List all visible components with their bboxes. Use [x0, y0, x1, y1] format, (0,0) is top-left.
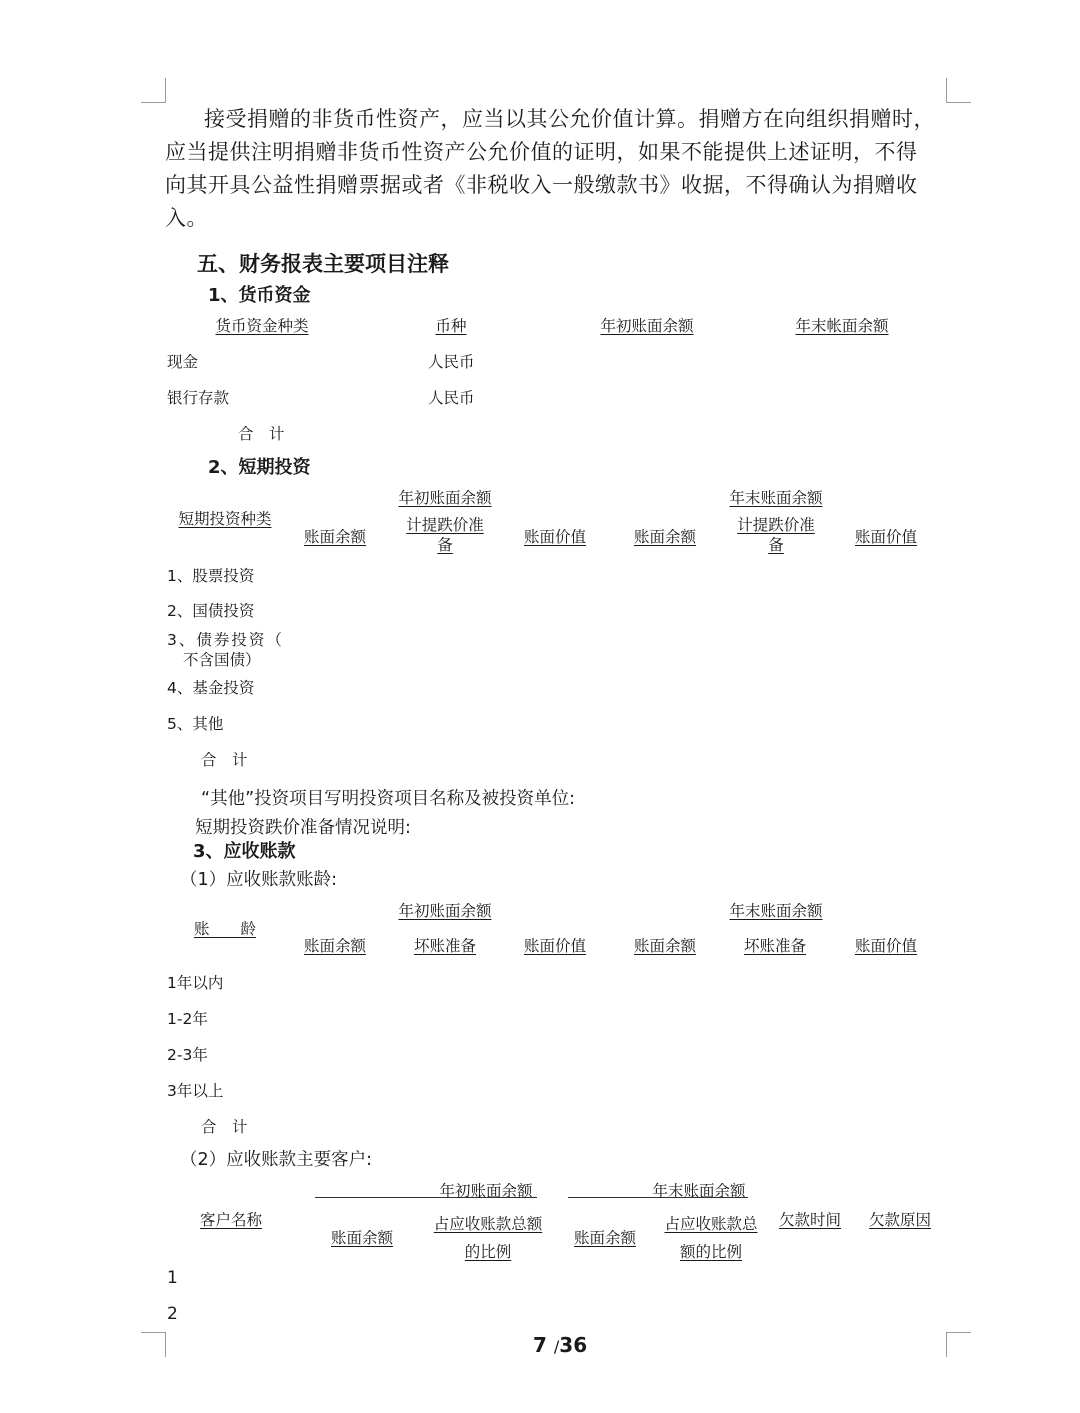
- intro-line-4: 入。: [165, 206, 208, 230]
- page-number: [533, 1333, 587, 1357]
- s2-total: 合 计: [201, 751, 248, 769]
- page-current: 7: [533, 1333, 547, 1357]
- t2-col-due-time: 欠款时间: [778, 1211, 842, 1229]
- s2-title: 2、短期投资: [208, 457, 311, 478]
- s3-group-end: 年末账面余额: [729, 902, 823, 920]
- s3-sub-begin-balance: 账面余额: [303, 937, 367, 955]
- s2-row-stock: 1、股票投资: [167, 567, 255, 585]
- t2-row-2: 2: [167, 1304, 178, 1324]
- corner-mark-bottom-right: [946, 1332, 971, 1357]
- s3-sub-end-baddebt: 坏账准备: [743, 937, 807, 955]
- s2-row-bond: 3、债券投资（: [167, 631, 284, 649]
- s2-note-provision: 短期投资跌价准备情况说明:: [195, 818, 411, 838]
- s2-sub-begin-provision: 计提跌价准备: [406, 516, 484, 554]
- t2-col-name: 客户名称: [199, 1211, 263, 1229]
- page-total: 36: [559, 1333, 588, 1357]
- t2-end-balance: 账面余额: [573, 1229, 637, 1247]
- s3-sub-begin-baddebt: 坏账准备: [413, 937, 477, 955]
- t2-begin-ratio-l2: 的比例: [464, 1243, 512, 1261]
- s2-group-begin: 年初账面余额: [398, 489, 492, 507]
- s1-col-end: 年末帐面余额: [795, 317, 889, 335]
- t2-col-due-reason: 欠款原因: [868, 1211, 932, 1229]
- corner-mark-bottom-left: [141, 1332, 166, 1357]
- section-title: 五、财务报表主要项目注释: [197, 252, 449, 276]
- intro-line-1: 接受捐赠的非货币性资产，应当以其公允价值计算。捐赠方在向组织捐赠时，: [204, 107, 935, 131]
- s1-title: 1、货币资金: [208, 285, 311, 306]
- page-separator: /: [553, 1337, 560, 1356]
- s1-col-currency: 币种: [435, 317, 467, 335]
- s1-row-cash: 现金: [167, 353, 199, 371]
- s1-row-bank: 银行存款: [167, 389, 230, 407]
- s1-total: 合 计: [238, 425, 285, 443]
- s2-row-treasury: 2、国债投资: [167, 602, 255, 620]
- s3-sub2-title: （2）应收账款主要客户:: [180, 1150, 373, 1170]
- t2-begin-balance: 账面余额: [330, 1229, 394, 1247]
- s3-col-age: 账 龄: [193, 920, 257, 938]
- s2-sub-end-provision: 计提跌价准备: [737, 516, 815, 554]
- s2-note-other: “其他”投资项目写明投资项目名称及被投资单位:: [201, 789, 576, 809]
- s3-sub-begin-value: 账面价值: [523, 937, 587, 955]
- s2-col-type: 短期投资种类: [178, 510, 272, 528]
- corner-mark-top-left: [141, 78, 166, 103]
- s3-sub-end-value: 账面价值: [854, 937, 918, 955]
- t2-group-end: 年末账面余额: [652, 1182, 746, 1200]
- s1-col-type: 货币资金种类: [215, 317, 309, 335]
- s2-sub-end-value: 账面价值: [854, 528, 918, 546]
- intro-line-2: 应当提供注明捐赠非货币性资产公允价值的证明，如果不能提供上述证明，不得: [165, 140, 918, 164]
- s3-title: 3、应收账款: [193, 841, 296, 862]
- s3-group-begin: 年初账面余额: [398, 902, 492, 920]
- s3-row-within1: 1年以内: [167, 974, 224, 992]
- t2-end-ratio-l1: 占应收账款总: [664, 1215, 758, 1233]
- s2-sub-begin-value: 账面价值: [523, 528, 587, 546]
- s2-group-end: 年末账面余额: [729, 489, 823, 507]
- s3-sub-end-balance: 账面余额: [633, 937, 697, 955]
- t2-group-begin: 年初账面余额: [439, 1182, 533, 1200]
- s2-sub-end-balance: 账面余额: [633, 528, 697, 546]
- s3-row-2to3: 2-3年: [167, 1046, 208, 1064]
- t2-end-ratio-l2: 额的比例: [679, 1243, 743, 1261]
- s2-row-other: 5、其他: [167, 715, 224, 733]
- s1-col-begin: 年初账面余额: [600, 317, 694, 335]
- s3-row-over3: 3年以上: [167, 1082, 224, 1100]
- intro-line-3: 向其开具公益性捐赠票据或者《非税收入一般缴款书》收据，不得确认为捐赠收: [165, 173, 918, 197]
- t2-row-1: 1: [167, 1268, 178, 1288]
- s2-sub-begin-balance: 账面余额: [303, 528, 367, 546]
- s1-row-cash-currency: 人民币: [428, 353, 475, 371]
- s2-row-fund: 4、基金投资: [167, 679, 255, 697]
- s3-sub1-title: （1）应收账款账龄:: [180, 870, 338, 890]
- corner-mark-top-right: [946, 78, 971, 103]
- s3-total: 合 计: [201, 1118, 248, 1136]
- t2-begin-ratio-l1: 占应收账款总额: [433, 1215, 543, 1233]
- s2-row-bond-cont: 不含国债）: [183, 651, 261, 669]
- s1-row-bank-currency: 人民币: [428, 389, 475, 407]
- s3-row-1to2: 1-2年: [167, 1010, 208, 1028]
